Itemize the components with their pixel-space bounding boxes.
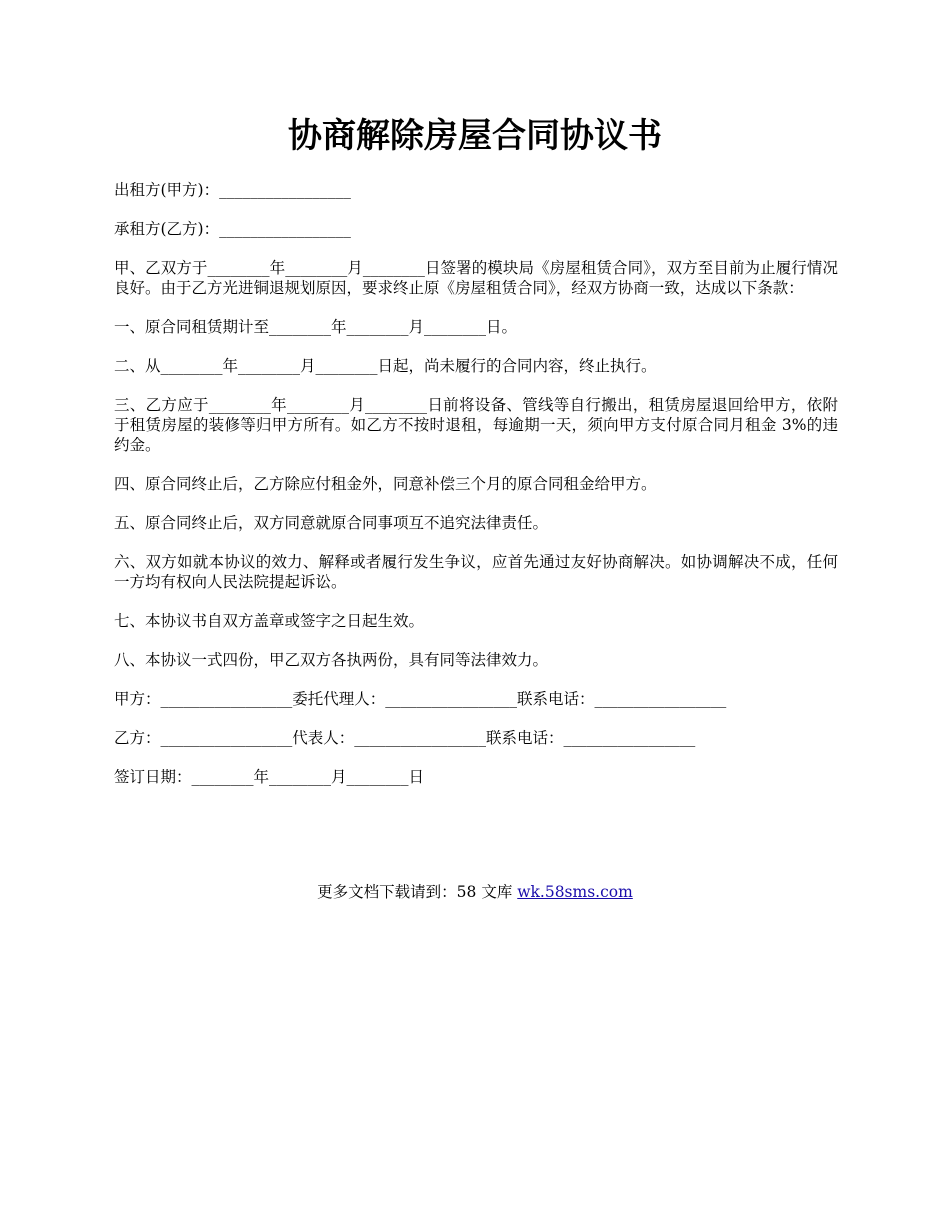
document-title: 协商解除房屋合同协议书: [288, 116, 662, 156]
party-b-signature-line: 乙方：_________________代表人：_________________联系电话：_________________: [114, 729, 696, 747]
clause-3: 三、乙方应于________年________月________日前将设备、管线等自行搬出，租赁房屋退回给甲方，依附于租赁房屋的装修等归甲方所有。如乙方不按时退租，每逾期一天，须向甲方支付原合同月租金 3%的违约金。: [114, 396, 838, 454]
clause-2: 二、从________年________月________日起，尚未履行的合同内容，终止执行。: [114, 357, 657, 375]
download-footer: [0, 882, 950, 902]
signing-date-line: 签订日期：________年________月________日: [114, 768, 425, 786]
lessor-line: 出租方(甲方)：_________________: [114, 181, 351, 199]
preamble-paragraph: 甲、乙双方于________年________月________日签署的模块局《房屋租赁合同》，双方至目前为止履行情况良好。由于乙方光进铜退规划原因，要求终止原《房屋租赁合同》，经双方协商一致，达成以下条款：: [114, 259, 838, 297]
document-body: [114, 180, 838, 806]
clause-7: 七、本协议书自双方盖章或签字之日起生效。: [114, 612, 425, 630]
clause-4: 四、原合同终止后，乙方除应付租金外，同意补偿三个月的原合同租金给甲方。: [114, 475, 657, 493]
clause-5: 五、原合同终止后，双方同意就原合同事项互不追究法律责任。: [114, 514, 549, 532]
lessee-line: 承租方(乙方)：_________________: [114, 220, 351, 238]
clause-1: 一、原合同租赁期计至________年________月________日。: [114, 318, 518, 336]
footer-text: 更多文档下载请到：58 文库: [317, 883, 518, 901]
footer-link[interactable]: wk.58sms.com: [517, 883, 633, 901]
clause-8: 八、本协议一式四份，甲乙双方各执两份，具有同等法律效力。: [114, 651, 549, 669]
party-a-signature-line: 甲方：_________________委托代理人：_________________联系电话：_________________: [114, 690, 727, 708]
clause-6: 六、双方如就本协议的效力、解释或者履行发生争议，应首先通过友好协商解决。如协调解决不成，任何一方均有权向人民法院提起诉讼。: [114, 553, 838, 591]
